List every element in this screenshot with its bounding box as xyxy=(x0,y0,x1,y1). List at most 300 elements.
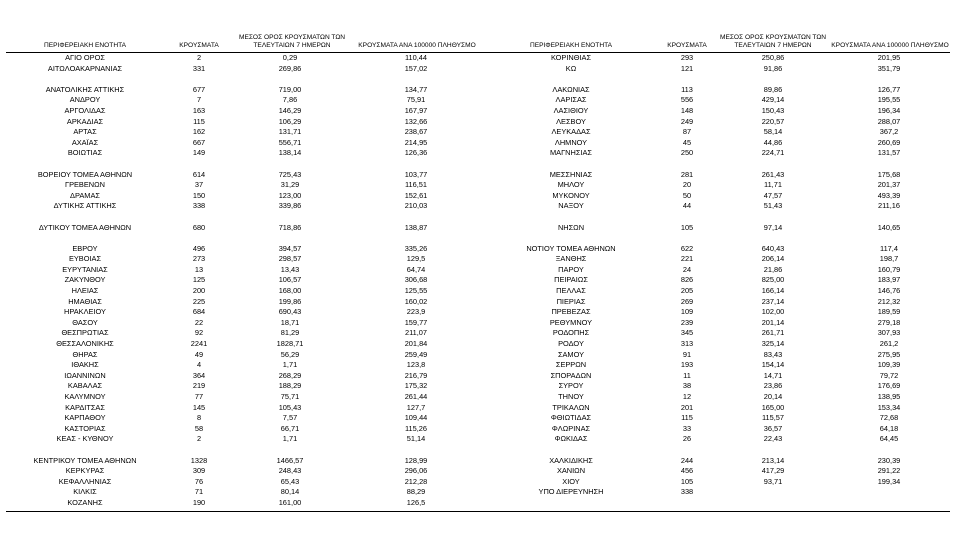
per100k-cell: 128,99 xyxy=(404,455,428,465)
cases-cell: 162 xyxy=(192,127,206,137)
cases-cell: 26 xyxy=(682,434,692,444)
table-row xyxy=(486,286,950,297)
per100k-cell: 238,67 xyxy=(404,127,428,137)
per100k-cell: 201,84 xyxy=(404,339,428,349)
table-row xyxy=(6,328,486,339)
per100k-cell: 296,06 xyxy=(404,466,428,476)
table-row xyxy=(6,74,486,85)
cases-cell: 826 xyxy=(680,275,694,285)
region-cell: ΕΒΡΟΥ xyxy=(72,243,98,253)
cases-cell: 1328 xyxy=(190,455,208,465)
table-row xyxy=(6,191,486,202)
table-row xyxy=(6,138,486,149)
table-row xyxy=(486,403,950,414)
per100k-cell: 126,5 xyxy=(406,497,426,507)
avg7-cell: 0,29 xyxy=(282,53,298,62)
avg7-cell: 75,71 xyxy=(280,392,300,401)
per100k-cell: 146,76 xyxy=(877,286,901,296)
cases-cell: 8 xyxy=(196,413,202,423)
per100k-cell xyxy=(828,74,950,85)
region-cell: ΠΡΕΒΕΖΑΣ xyxy=(551,307,591,317)
table-row xyxy=(6,413,486,424)
region-cell: ΜΗΛΟΥ xyxy=(557,180,585,190)
region-cell: ΑΧΑΪΑΣ xyxy=(71,137,99,147)
per100k-cell: 288,07 xyxy=(877,116,901,126)
region-cell: ΠΕΙΡΑΙΩΣ xyxy=(554,275,588,285)
avg7-cell: 220,57 xyxy=(761,116,785,126)
avg7-cell: 725,43 xyxy=(278,169,302,179)
region-cell: ΚΩ xyxy=(565,63,577,73)
avg7-cell xyxy=(234,74,346,85)
region-cell xyxy=(6,233,164,244)
cases-cell: 50 xyxy=(682,190,692,200)
table-row xyxy=(486,170,950,181)
cases-cell: 91 xyxy=(682,349,692,359)
region-cell: ΡΕΘΥΜΝΟΥ xyxy=(549,317,593,327)
avg7-cell xyxy=(234,159,346,170)
cases-cell: 24 xyxy=(682,264,692,274)
cases-cell: 614 xyxy=(192,169,206,179)
table-row xyxy=(6,498,486,509)
region-cell: ΚΟΖΑΝΗΣ xyxy=(67,497,103,507)
avg7-cell: 161,00 xyxy=(278,497,302,507)
cases-cell: 12 xyxy=(682,392,692,401)
cases-cell xyxy=(164,445,234,456)
region-cell: ΝΑΞΟΥ xyxy=(558,201,584,211)
avg7-cell: 168,00 xyxy=(278,286,302,296)
region-cell: ΑΡΚΑΔΙΑΣ xyxy=(66,116,104,126)
avg7-cell: 47,57 xyxy=(763,190,783,200)
table-row xyxy=(486,201,950,212)
table-row xyxy=(486,212,950,223)
region-cell: ΡΟΔΟΠΗΣ xyxy=(552,328,590,338)
region-cell: ΙΩΑΝΝΙΝΩΝ xyxy=(64,370,106,380)
per100k-cell xyxy=(828,159,950,170)
cases-cell: 221 xyxy=(680,254,694,264)
per100k-cell: 230,39 xyxy=(877,455,901,465)
avg7-cell: 14,71 xyxy=(763,370,783,380)
region-cell xyxy=(6,159,164,170)
avg7-cell: 248,43 xyxy=(278,466,302,476)
left-table xyxy=(6,24,486,509)
avg7-cell: 58,14 xyxy=(763,127,783,137)
cases-cell xyxy=(656,233,718,244)
table-row xyxy=(486,53,950,64)
avg7-cell: 213,14 xyxy=(761,455,785,465)
per100k-cell: 195,55 xyxy=(877,95,901,105)
header-region: ΠΕΡΙΦΕΡΕΙΑΚΗ ΕΝΟΤΗΤΑ xyxy=(529,41,613,49)
region-cell: ΜΑΓΝΗΣΙΑΣ xyxy=(550,148,592,158)
avg7-cell: 640,43 xyxy=(761,243,785,253)
cases-cell: 125 xyxy=(192,275,206,285)
per100k-cell: 64,45 xyxy=(879,434,899,444)
per100k-cell: 175,68 xyxy=(877,169,901,179)
table-row xyxy=(486,360,950,371)
region-cell: ΙΘΑΚΗΣ xyxy=(71,360,99,370)
region-cell: ΚΕΑΣ - ΚΥΘΝΟΥ xyxy=(56,434,114,444)
cases-cell: 105 xyxy=(680,222,694,232)
cases-cell: 205 xyxy=(680,286,694,296)
avg7-cell: 80,14 xyxy=(280,487,300,497)
cases-cell: 496 xyxy=(192,243,206,253)
right-table-body xyxy=(486,53,950,498)
cases-cell: 331 xyxy=(192,63,206,73)
region-cell: ΛΑΚΩΝΙΑΣ xyxy=(552,84,590,94)
avg7-cell: 106,29 xyxy=(278,116,302,126)
cases-cell: 244 xyxy=(680,455,694,465)
region-cell: ΦΩΚΙΔΑΣ xyxy=(554,434,588,444)
region-cell: ΛΕΥΚΑΔΑΣ xyxy=(551,127,591,137)
table-row xyxy=(6,244,486,255)
table-row xyxy=(6,297,486,308)
avg7-cell: 106,57 xyxy=(278,275,302,285)
cases-cell: 680 xyxy=(192,222,206,232)
avg7-cell: 89,86 xyxy=(763,84,783,94)
per100k-cell: 109,44 xyxy=(404,413,428,423)
table-row xyxy=(486,74,950,85)
avg7-cell: 20,14 xyxy=(763,392,783,401)
per100k-cell: 212,32 xyxy=(877,296,901,306)
avg7-cell: 146,29 xyxy=(278,105,302,115)
header-avg7: ΜΕΣΟΣ ΟΡΟΣ ΚΡΟΥΣΜΑΤΩΝ ΤΩΝ ΤΕΛΕΥΤΑΙΩΝ 7 ΗΜΕΡΩΝ xyxy=(719,33,827,49)
avg7-cell: 23,86 xyxy=(763,381,783,391)
per100k-cell: 260,69 xyxy=(877,137,901,147)
region-cell: ΚΑΡΔΙΤΣΑΣ xyxy=(65,402,105,412)
region-cell: ΑΝΔΡΟΥ xyxy=(69,95,101,105)
header-cases: ΚΡΟΥΣΜΑΤΑ xyxy=(667,41,707,49)
avg7-cell: 237,14 xyxy=(761,296,785,306)
table-row xyxy=(6,85,486,96)
header-region: ΠΕΡΙΦΕΡΕΙΑΚΗ ΕΝΟΤΗΤΑ xyxy=(43,41,127,49)
table-row xyxy=(486,350,950,361)
table-row xyxy=(6,212,486,223)
per100k-cell: 198,7 xyxy=(879,254,899,264)
right-table xyxy=(486,24,950,509)
bottom-rule xyxy=(6,511,950,512)
avg7-cell xyxy=(718,212,828,223)
cases-cell: 2241 xyxy=(190,339,208,349)
region-cell: ΞΑΝΘΗΣ xyxy=(555,254,587,264)
avg7-cell: 224,71 xyxy=(761,148,785,158)
per100k-cell xyxy=(828,487,950,498)
table-row xyxy=(6,445,486,456)
avg7-cell: 188,29 xyxy=(278,381,302,391)
avg7-cell: 719,00 xyxy=(278,84,302,94)
table-row xyxy=(6,180,486,191)
region-cell: ΑΝΑΤΟΛΙΚΗΣ ΑΤΤΙΚΗΣ xyxy=(45,84,125,94)
region-cell: ΑΡΤΑΣ xyxy=(73,127,97,137)
table-row xyxy=(6,223,486,234)
table-row xyxy=(6,201,486,212)
table-row xyxy=(486,392,950,403)
region-cell: ΛΑΡΙΣΑΣ xyxy=(555,95,587,105)
avg7-cell: 131,71 xyxy=(278,127,302,137)
avg7-cell: 1466,57 xyxy=(276,455,304,465)
cases-cell: 2 xyxy=(196,53,202,62)
avg7-cell: 269,86 xyxy=(278,63,302,73)
per100k-cell: 212,28 xyxy=(404,476,428,486)
cases-cell: 190 xyxy=(192,497,206,507)
cases-cell: 115 xyxy=(681,413,693,423)
table-row xyxy=(486,223,950,234)
cases-cell: 364 xyxy=(192,370,206,380)
table-row xyxy=(486,265,950,276)
table-row xyxy=(6,477,486,488)
table-row xyxy=(486,148,950,159)
cases-cell xyxy=(656,74,718,85)
per100k-cell: 189,59 xyxy=(877,307,901,317)
cases-cell: 49 xyxy=(194,349,204,359)
per100k-cell: 493,39 xyxy=(877,190,901,200)
region-cell: ΛΕΣΒΟΥ xyxy=(556,116,586,126)
avg7-cell: 206,14 xyxy=(761,254,785,264)
cases-cell: 87 xyxy=(682,127,692,137)
avg7-cell: 51,43 xyxy=(763,201,783,211)
table-row xyxy=(6,434,486,445)
region-cell: ΑΙΤΩΛΟΑΚΑΡΝΑΝΙΑΣ xyxy=(47,63,123,73)
cases-cell: 148 xyxy=(680,105,694,115)
per100k-cell: 131,57 xyxy=(877,148,901,158)
per100k-cell xyxy=(346,159,486,170)
region-cell xyxy=(6,445,164,456)
per100k-cell: 138,95 xyxy=(877,392,901,401)
cases-cell: 121 xyxy=(680,63,694,73)
avg7-cell xyxy=(718,445,828,456)
covid-cases-table xyxy=(6,24,950,509)
per100k-cell: 88,29 xyxy=(406,487,426,497)
avg7-cell: 115,57 xyxy=(761,413,785,423)
avg7-cell: 18,71 xyxy=(280,317,300,327)
per100k-cell: 367,2 xyxy=(879,127,899,137)
region-cell: ΚΑΣΤΟΡΙΑΣ xyxy=(64,423,106,433)
table-row xyxy=(6,392,486,403)
per100k-cell: 261,2 xyxy=(879,339,899,349)
per100k-cell: 167,97 xyxy=(404,105,428,115)
avg7-cell: 22,43 xyxy=(763,434,783,444)
cases-cell: 149 xyxy=(192,148,206,158)
cases-cell: 684 xyxy=(192,307,206,317)
region-cell: ΧΑΛΚΙΔΙΚΗΣ xyxy=(549,455,593,465)
per100k-cell: 132,66 xyxy=(404,116,428,126)
table-row xyxy=(486,477,950,488)
avg7-cell: 11,71 xyxy=(764,180,782,190)
table-row xyxy=(486,297,950,308)
cases-cell: 2 xyxy=(196,434,202,444)
table-row xyxy=(486,318,950,329)
region-cell: ΝΟΤΙΟΥ ΤΟΜΕΑ ΑΘΗΝΩΝ xyxy=(526,243,616,253)
avg7-cell: 7,57 xyxy=(282,413,298,423)
table-row xyxy=(6,95,486,106)
header-per100k: ΚΡΟΥΣΜΑΤΑ ΑΝΑ 100000 ΠΛΗΘΥΣΜΟ xyxy=(358,41,476,49)
per100k-cell: 51,14 xyxy=(406,434,426,444)
region-cell: ΡΟΔΟΥ xyxy=(558,339,584,349)
table-row xyxy=(486,328,950,339)
table-row xyxy=(486,117,950,128)
table-row xyxy=(486,434,950,445)
region-cell: ΣΥΡΟΥ xyxy=(558,381,584,391)
per100k-cell: 126,36 xyxy=(404,148,428,158)
avg7-cell: 394,57 xyxy=(278,243,302,253)
region-cell: ΜΕΣΣΗΝΙΑΣ xyxy=(549,169,593,179)
cases-cell xyxy=(656,212,718,223)
cases-cell: 338 xyxy=(192,201,206,211)
per100k-cell: 351,79 xyxy=(877,63,901,73)
table-row xyxy=(6,466,486,477)
avg7-cell: 165,00 xyxy=(761,402,785,412)
per100k-cell: 138,87 xyxy=(404,222,428,232)
per100k-cell: 116,51 xyxy=(404,180,428,190)
region-cell: ΧΙΟΥ xyxy=(562,476,580,486)
per100k-cell: 140,65 xyxy=(877,222,901,232)
per100k-cell: 307,93 xyxy=(877,328,901,338)
cases-cell: 313 xyxy=(680,339,694,349)
region-cell: ΖΑΚΥΝΘΟΥ xyxy=(64,275,106,285)
cases-cell: 92 xyxy=(194,328,204,338)
table-row xyxy=(486,95,950,106)
avg7-cell: 31,29 xyxy=(280,180,300,190)
cases-cell: 622 xyxy=(680,243,694,253)
table-row xyxy=(486,381,950,392)
cases-cell: 269 xyxy=(680,296,694,306)
region-cell: ΛΑΣΙΘΙΟΥ xyxy=(553,105,589,115)
table-row xyxy=(486,64,950,75)
avg7-cell: 261,43 xyxy=(761,169,785,179)
per100k-cell: 306,68 xyxy=(404,275,428,285)
region-cell: ΓΡΕΒΕΝΩΝ xyxy=(65,180,105,190)
cases-cell xyxy=(656,159,718,170)
table-row xyxy=(486,180,950,191)
per100k-cell: 223,9 xyxy=(406,307,426,317)
per100k-cell: 211,16 xyxy=(877,201,901,211)
region-cell: ΦΛΩΡΙΝΑΣ xyxy=(551,423,591,433)
avg7-cell: 123,00 xyxy=(278,190,302,200)
region-cell xyxy=(6,212,164,223)
region-cell: ΛΗΜΝΟΥ xyxy=(554,137,588,147)
avg7-cell xyxy=(718,487,828,498)
per100k-cell: 196,34 xyxy=(877,105,901,115)
table-row xyxy=(486,424,950,435)
avg7-cell: 261,71 xyxy=(761,328,785,338)
avg7-cell: 298,57 xyxy=(278,254,302,264)
avg7-cell: 7,86 xyxy=(282,95,298,105)
region-cell: ΗΛΕΙΑΣ xyxy=(71,286,99,296)
cases-cell: 71 xyxy=(194,487,204,497)
cases-cell: 58 xyxy=(194,423,204,433)
table-row xyxy=(6,53,486,64)
cases-cell: 113 xyxy=(681,84,693,94)
region-cell: ΚΕΡΚΥΡΑΣ xyxy=(65,466,105,476)
avg7-cell: 825,00 xyxy=(761,275,785,285)
region-cell: ΑΡΓΟΛΙΔΑΣ xyxy=(64,105,106,115)
avg7-cell: 690,43 xyxy=(278,307,302,317)
table-row xyxy=(6,456,486,467)
cases-cell: 37 xyxy=(194,180,204,190)
avg7-cell: 268,29 xyxy=(278,370,302,380)
region-cell: ΚΙΛΚΙΣ xyxy=(73,487,97,497)
table-row xyxy=(6,360,486,371)
avg7-cell xyxy=(718,233,828,244)
per100k-cell: 117,4 xyxy=(880,243,898,253)
region-cell: ΚΑΡΠΑΘΟΥ xyxy=(64,413,106,423)
avg7-cell: 81,29 xyxy=(280,328,300,338)
avg7-cell: 44,86 xyxy=(763,137,783,147)
region-cell: ΘΗΡΑΣ xyxy=(72,349,98,359)
table-row xyxy=(486,85,950,96)
table-row xyxy=(6,424,486,435)
table-row xyxy=(6,148,486,159)
region-cell: ΚΟΡΙΝΘΙΑΣ xyxy=(550,53,592,62)
region-cell: ΝΗΣΩΝ xyxy=(557,222,585,232)
per100k-cell: 157,02 xyxy=(404,63,428,73)
region-cell: ΗΜΑΘΙΑΣ xyxy=(68,296,102,306)
avg7-cell: 339,86 xyxy=(278,201,302,211)
region-cell: ΘΑΣΟΥ xyxy=(72,317,98,327)
region-cell: ΦΘΙΩΤΙΔΑΣ xyxy=(550,413,592,423)
per100k-cell: 210,03 xyxy=(404,201,428,211)
per100k-cell: 201,95 xyxy=(877,53,901,62)
avg7-cell: 83,43 xyxy=(763,349,783,359)
table-row xyxy=(486,339,950,350)
per100k-cell: 64,18 xyxy=(879,423,899,433)
cases-cell xyxy=(164,233,234,244)
region-cell: ΠΙΕΡΙΑΣ xyxy=(556,296,586,306)
table-row xyxy=(6,106,486,117)
per100k-cell: 153,34 xyxy=(877,402,901,412)
avg7-cell: 93,71 xyxy=(763,476,783,486)
avg7-cell: 66,71 xyxy=(280,423,300,433)
cases-cell xyxy=(164,212,234,223)
per100k-cell: 109,39 xyxy=(877,360,901,370)
cases-cell: 77 xyxy=(194,392,204,401)
table-row xyxy=(6,487,486,498)
region-cell: ΚΑΒΑΛΑΣ xyxy=(67,381,103,391)
cases-cell xyxy=(164,159,234,170)
region-cell: ΚΕΝΤΡΙΚΟΥ ΤΟΜΕΑ ΑΘΗΝΩΝ xyxy=(33,455,137,465)
avg7-cell xyxy=(718,159,828,170)
table-row xyxy=(6,381,486,392)
cases-cell: 4 xyxy=(196,360,202,370)
cases-cell: 109 xyxy=(680,307,694,317)
region-cell: ΑΓΙΟ ΟΡΟΣ xyxy=(65,53,105,62)
avg7-cell: 56,29 xyxy=(280,349,300,359)
table-row xyxy=(486,456,950,467)
per100k-cell: 125,55 xyxy=(404,286,428,296)
region-cell: ΗΡΑΚΛΕΙΟΥ xyxy=(64,307,106,317)
cases-cell: 38 xyxy=(682,381,692,391)
per100k-cell: 214,95 xyxy=(404,137,428,147)
left-header-row xyxy=(6,24,486,53)
region-cell: ΘΕΣΣΑΛΟΝΙΚΗΣ xyxy=(56,339,114,349)
region-cell: ΤΗΝΟΥ xyxy=(558,392,584,401)
per100k-cell: 216,79 xyxy=(404,370,428,380)
table-row xyxy=(6,254,486,265)
per100k-cell: 160,79 xyxy=(877,264,901,274)
avg7-cell: 13,43 xyxy=(280,264,300,274)
avg7-cell: 718,86 xyxy=(278,222,302,232)
header-avg7: ΜΕΣΟΣ ΟΡΟΣ ΚΡΟΥΣΜΑΤΩΝ ΤΩΝ ΤΕΛΕΥΤΑΙΩΝ 7 ΗΜΕΡΩΝ xyxy=(238,33,346,49)
table-row xyxy=(486,275,950,286)
region-cell: ΒΟΡΕΙΟΥ ΤΟΜΕΑ ΑΘΗΝΩΝ xyxy=(37,169,133,179)
cases-cell: 309 xyxy=(192,466,206,476)
table-row xyxy=(6,159,486,170)
cases-cell: 145 xyxy=(192,402,206,412)
per100k-cell xyxy=(828,233,950,244)
per100k-cell xyxy=(828,212,950,223)
avg7-cell: 138,14 xyxy=(278,148,302,158)
per100k-cell: 72,68 xyxy=(879,413,899,423)
avg7-cell xyxy=(234,445,346,456)
region-cell: ΤΡΙΚΑΛΩΝ xyxy=(552,402,590,412)
